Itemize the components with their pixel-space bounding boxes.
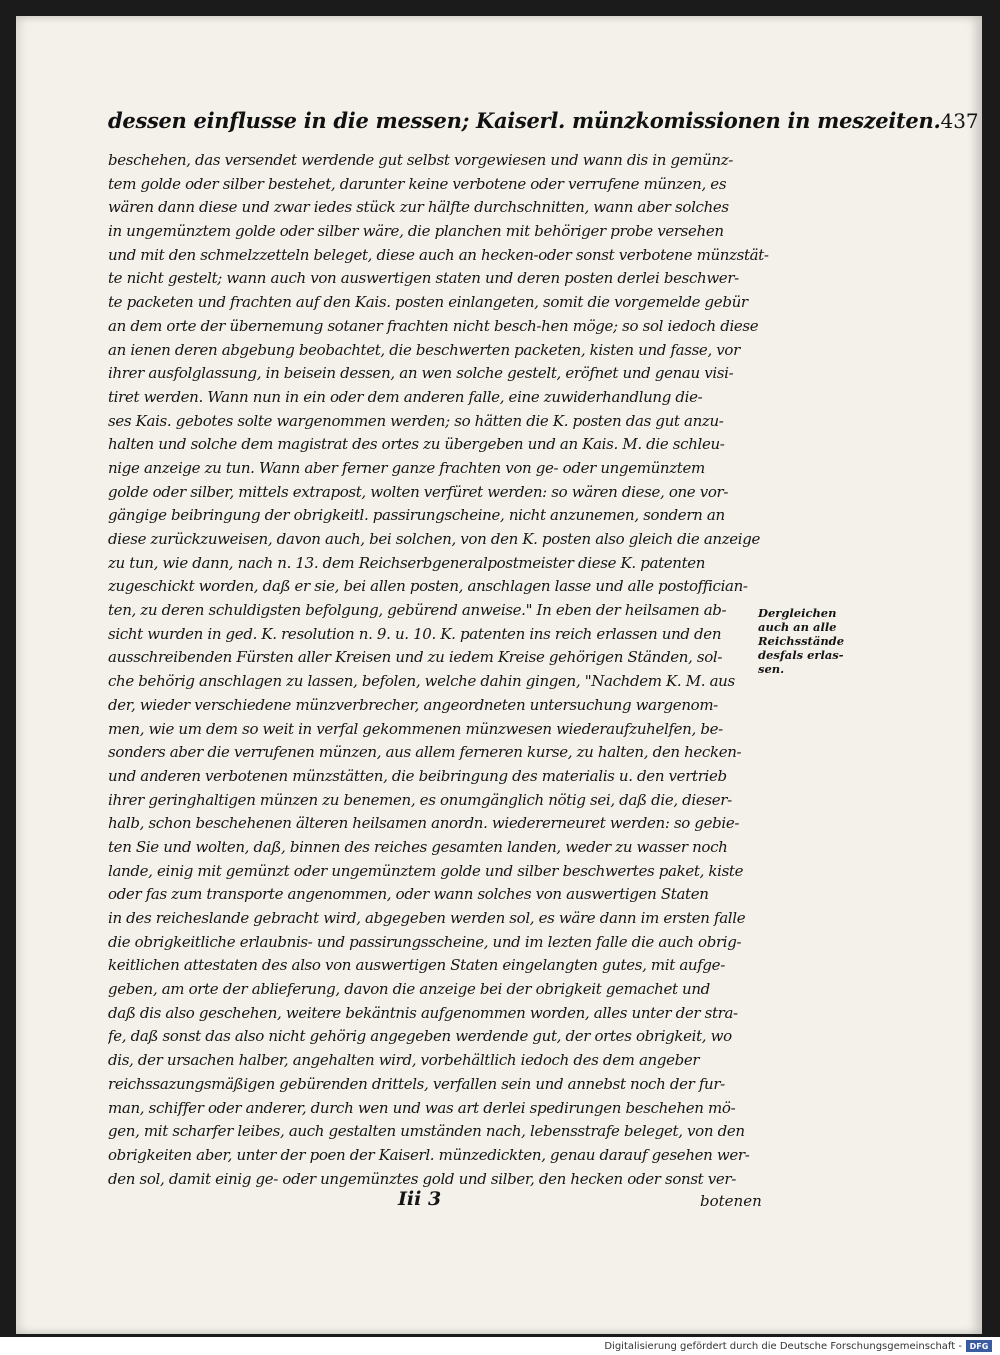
text-line: halten und solche dem magistrat des ortes zu übergeben und an Kais. M. die schleu- bbox=[108, 435, 725, 454]
text-line: zugeschickt worden, daß er sie, bei allen posten, anschlagen lasse und alle postoffician- bbox=[108, 577, 748, 596]
text-line: daß dis also geschehen, weitere bekäntnis aufgenommen worden, alles unter der stra- bbox=[108, 1003, 738, 1022]
text-line: und mit den schmelzzetteln beleget, diese auch an hecken-oder sonst verbotene münzstät- bbox=[108, 245, 769, 264]
text-line: in des reicheslande gebracht wird, abgegeben werden sol, es wäre dann im ersten falle bbox=[108, 909, 746, 927]
text-line: keitlichen attestaten des also von auswertigen Staten eingelangten gutes, mit aufge- bbox=[108, 956, 725, 975]
text-line: obrigkeiten aber, unter der poen der Kaiserl. münzedickten, genau darauf gesehen wer- bbox=[108, 1145, 750, 1164]
text-line: halb, schon beschehenen älteren heilsamen anordn. wiedererneuret werden: so gebie- bbox=[108, 814, 740, 833]
text-line: sonders aber die verrufenen münzen, aus allem ferneren kurse, zu halten, den hecken- bbox=[108, 743, 742, 762]
text-line: ihrer geringhaltigen münzen zu benemen, es onumgänglich nötig sei, daß die, dieser- bbox=[108, 790, 732, 809]
text-line: geben, am orte der ablieferung, davon die anzeige bei der obrigkeit gemachet und bbox=[108, 980, 710, 999]
text-line: tem golde oder silber bestehet, darunter keine verbotene oder verrufene münzen, es bbox=[108, 174, 727, 193]
text-line: te nicht gestelt; wann auch von auswertigen staten und deren posten derlei beschwer- bbox=[108, 269, 739, 288]
text-line: man, schiffer oder anderer, durch wen und was art derlei spedirungen beschehen mö- bbox=[108, 1098, 736, 1117]
running-title: dessen einflusse in die messen; Kaiserl. münzkomissionen in meszeiten. bbox=[108, 108, 941, 133]
text-line: gen, mit scharfer leibes, auch gestalten umständen nach, lebensstrafe beleget, von den bbox=[108, 1122, 745, 1141]
body-text bbox=[108, 149, 792, 1191]
text-line: an ienen deren abgebung beobachtet, die beschwerten packeten, kisten und fasse, vor bbox=[108, 340, 740, 359]
text-line: zu tun, wie dann, nach n. 13. dem Reichserbgeneralpostmeister diese K. patenten bbox=[108, 553, 706, 572]
text-line: fe, daß sonst das also nicht gehörig angegeben werdende gut, der ortes obrigkeit, wo bbox=[108, 1027, 732, 1046]
margin-note-line: desfals erlas- bbox=[758, 648, 844, 662]
text-line: lande, einig mit gemünzt oder ungemünztem golde und silber beschwertes paket, kiste bbox=[108, 861, 744, 880]
margin-note-line: sen. bbox=[758, 662, 785, 676]
dfg-logo-icon: DFG bbox=[966, 1340, 992, 1352]
text-line: den sol, damit einig ge- oder ungemünztes gold und silber, den hecken oder sonst ver- bbox=[108, 1169, 736, 1188]
text-line: oder fas zum transporte angenommen, oder wann solches von auswertigen Staten bbox=[108, 885, 709, 904]
text-line: diese zurückzuweisen, davon auch, bei solchen, von den K. posten also gleich die anzeige bbox=[108, 530, 761, 548]
text-line: ses Kais. gebotes solte wargenommen werden; so hätten die K. posten das gut anzu- bbox=[108, 411, 724, 430]
text-line: men, wie um dem so weit in verfal gekommenen münzwesen wiederaufzuhelfen, be- bbox=[108, 719, 723, 738]
margin-note-line: auch an alle bbox=[758, 620, 837, 634]
text-line: beschehen, das versendet werdende gut selbst vorgewiesen und wann dis in gemünz- bbox=[108, 151, 734, 169]
page-number: 437 bbox=[940, 109, 979, 133]
margin-note-line: Reichsstände bbox=[758, 634, 845, 648]
text-line: che behörig anschlagen zu lassen, befolen, welche dahin gingen, "Nachdem K. M. aus bbox=[108, 672, 735, 691]
running-header bbox=[108, 108, 979, 144]
text-line: ten, zu deren schuldigsten befolgung, gebürend anweise." In eben der heilsamen ab- bbox=[108, 601, 727, 620]
text-line: gängige beibringung der obrigkeitl. passirungscheine, nicht anzunemen, sondern an bbox=[108, 506, 725, 525]
text-line: in ungemünztem golde oder silber wäre, die planchen mit behöriger probe versehen bbox=[108, 222, 724, 241]
margin-note bbox=[758, 606, 854, 676]
text-line: die obrigkeitliche erlaubnis- und passirungsscheine, und im lezten falle die auch obrig- bbox=[108, 932, 742, 951]
book-page bbox=[16, 16, 982, 1334]
text-line: reichssazungsmäßigen gebürenden drittels, verfallen sein und annebst noch der fur- bbox=[108, 1074, 725, 1093]
footer-bar bbox=[0, 1337, 1000, 1355]
text-line: nige anzeige zu tun. Wann aber ferner ganze frachten von ge- oder ungemünztem bbox=[108, 458, 705, 477]
text-line: ausschreibenden Fürsten aller Kreisen und zu iedem Kreise gehörigen Ständen, sol- bbox=[108, 648, 723, 667]
funding-credit: Digitalisierung gefördert durch die Deutsche Forschungsgemeinschaft - bbox=[604, 1340, 962, 1352]
text-line: dis, der ursachen halber, angehalten wird, vorbehältlich iedoch des dem angeber bbox=[108, 1051, 700, 1070]
text-line: tiret werden. Wann nun in ein oder dem anderen falle, eine zuwiderhandlung die- bbox=[108, 387, 703, 406]
text-line: sicht wurden in ged. K. resolution n. 9. u. 10. K. patenten ins reich erlassen und den bbox=[108, 624, 722, 643]
text-line: ten Sie und wolten, daß, binnen des reiches gesamten landen, weder zu wasser noch bbox=[108, 837, 728, 856]
margin-note-line: Dergleichen bbox=[758, 606, 837, 620]
text-line: wären dann diese und zwar iedes stück zur hälfte durchschnitten, wann aber solches bbox=[108, 198, 729, 217]
signature-mark: Iii 3 bbox=[398, 1188, 442, 1210]
text-line: der, wieder verschiedene münzverbrecher, angeordneten untersuchung wargenom- bbox=[108, 695, 718, 714]
text-line: und anderen verbotenen münzstätten, die beibringung des materialis u. den vertrieb bbox=[108, 766, 727, 785]
text-line: golde oder silber, mittels extrapost, wolten verfüret werden: so wären diese, one vor- bbox=[108, 482, 729, 501]
text-line: ihrer ausfolglassung, in beisein dessen, an wen solche gestelt, eröfnet und genau visi- bbox=[108, 364, 734, 383]
text-line: an dem orte der übernemung sotaner frachten nicht besch-hen möge; so sol iedoch diese bbox=[108, 316, 759, 335]
catchword: botenen bbox=[700, 1192, 762, 1210]
text-line: te packeten und frachten auf den Kais. posten einlangeten, somit die vorgemelde gebür bbox=[108, 293, 748, 312]
